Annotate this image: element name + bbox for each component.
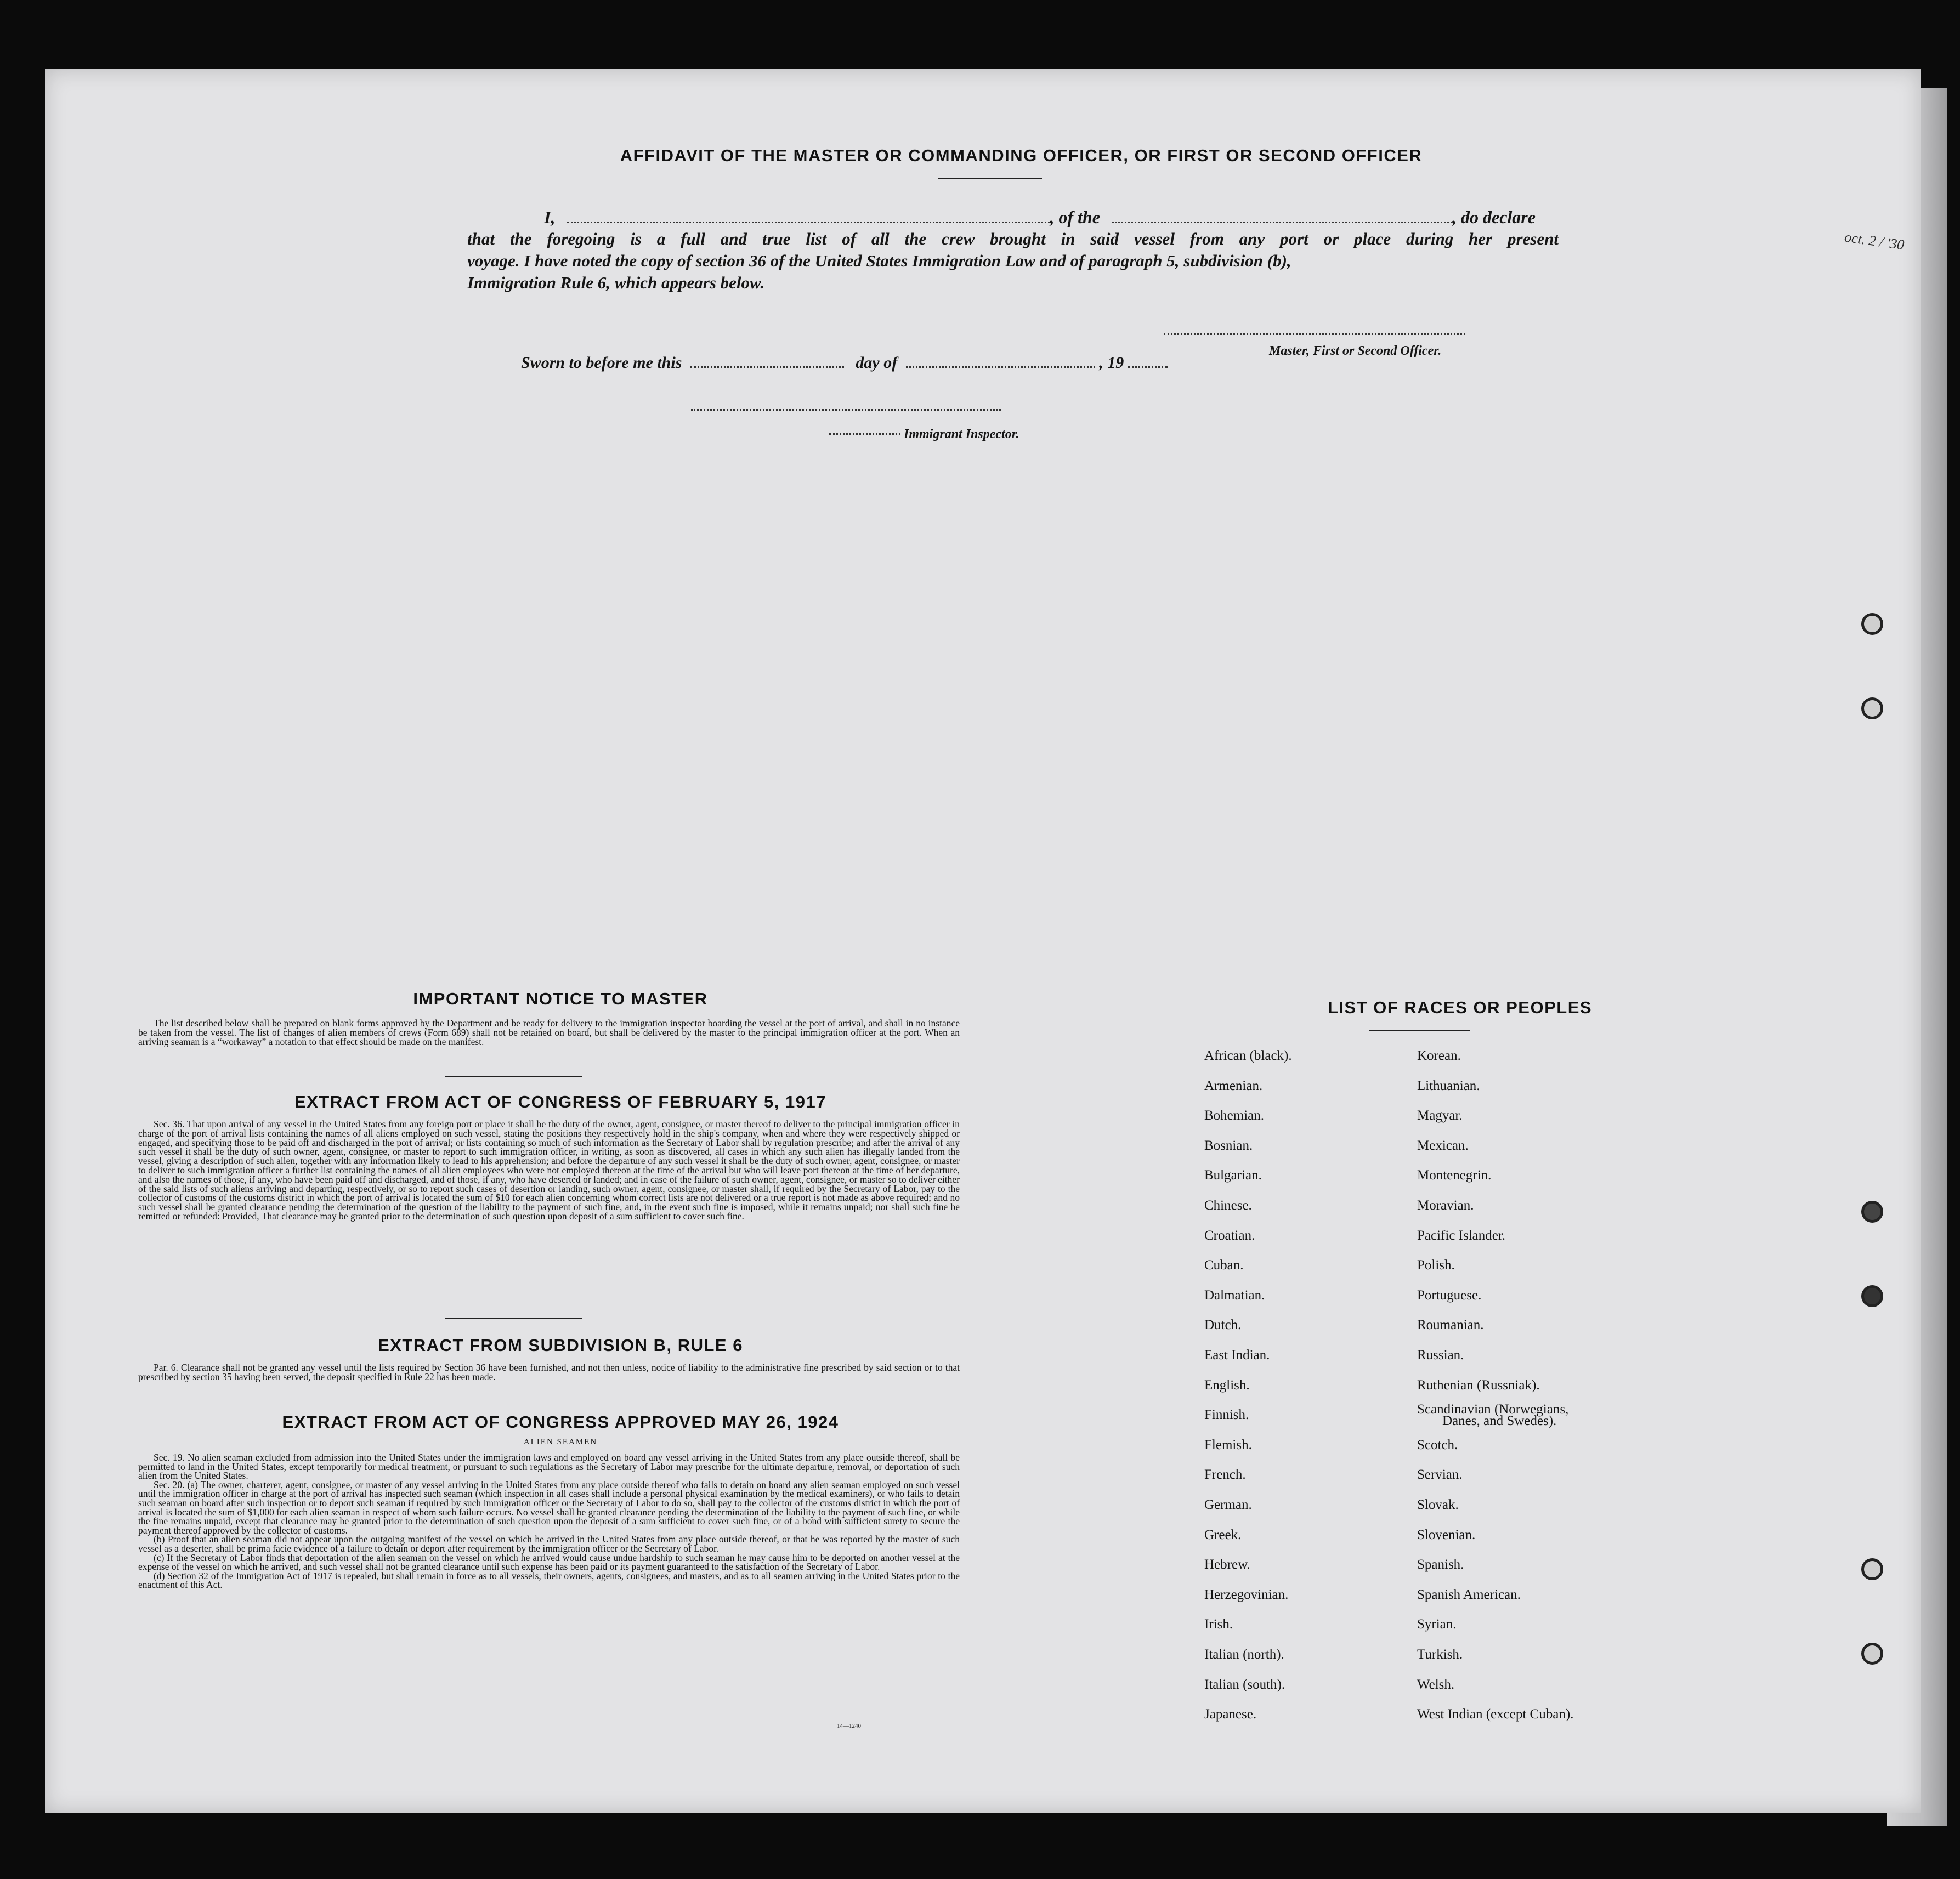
race-right-item: Polish. [1417,1258,1455,1273]
inspector-label: Immigrant Inspector. [904,427,1019,441]
punch-hole [1861,1285,1883,1307]
punch-hole [1861,1643,1883,1665]
race-right-item: Magyar. [1417,1108,1463,1123]
race-left-item: Italian (north). [1204,1647,1284,1662]
race-left-item: Greek. [1204,1527,1242,1542]
affidavit-line3: voyage. I have noted the copy of section 36 of the United States Immigration Law and of paragraph 5, subdivision (b), [467,251,1291,270]
race-right-item: Slovenian. [1417,1527,1476,1542]
extract-rule6-text: Par. 6. Clearance shall not be granted any vessel until the lists required by Section 36 have been furnished, and not then unless, notice of liability to the administrative fine prescribed by said section or to that prescribed by section 35 having been served, the deposit specified in Rule 22 has been made. [138,1362,960,1382]
affidavit-line2: that the foregoing is a full and true list of all the crew brought in said vessel from any port or place during her present [467,229,1559,248]
race-left-item: French. [1204,1467,1246,1483]
sworn-mid: day of [856,354,898,372]
race-left-item: Bulgarian. [1204,1168,1262,1183]
race-left-item: Cuban. [1204,1258,1244,1273]
race-left-item: East Indian. [1204,1348,1270,1363]
race-left-item: Irish. [1204,1617,1233,1632]
race-right-item: Syrian. [1417,1617,1457,1632]
punch-hole [1861,1201,1883,1223]
race-right-item: Korean. [1417,1048,1461,1063]
affidavit-statement [467,206,1559,294]
punch-hole [1861,613,1883,635]
race-left-item: Finnish. [1204,1407,1249,1423]
inspector-signature-field[interactable] [691,409,1001,411]
sworn-year-field[interactable] [1128,366,1168,368]
master-signature-field[interactable] [1164,333,1465,335]
sworn-prefix: Sworn to before me this [521,354,682,372]
race-left-item: Hebrew. [1204,1557,1250,1573]
race-right-item: Spanish American. [1417,1587,1521,1602]
margin-note-handwritten: oct. 2 / '30 [1843,229,1906,253]
race-left-item: Herzegovinian. [1204,1587,1289,1602]
race-right-item: Portuguese. [1417,1287,1482,1303]
race-left-item: Armenian. [1204,1078,1263,1093]
race-left-item: Dutch. [1204,1318,1242,1333]
master-signature-label: Master, First or Second Officer. [1269,344,1442,358]
race-right-item: Lithuanian. [1417,1078,1480,1093]
race-left-item: African (black). [1204,1048,1292,1063]
punch-hole [1861,1558,1883,1580]
race-left-item: Dalmatian. [1204,1287,1265,1303]
race-right-item: Slovak. [1417,1497,1459,1512]
vessel-name-field[interactable] [1112,222,1452,223]
race-right-item: Moravian. [1417,1198,1474,1213]
affidavit-line1-mid: , of the [1050,207,1100,227]
extract-1917-text: Sec. 36. That upon arrival of any vessel in the United States from any foreign port or place it shall be the duty of the owner, agent, consignee, or master thereof to deliver to the principal immigration officer in charge of the port of arrival lists containing the names of all aliens employed on such vessel, stating the positions they respectively hold in the ship's company, when and where they were respectively shipped or engaged, and specifying those to be paid off and discharged in the port of arrival; or lists containing so much of such information as the Secretary of Labor shall by regulation prescribe; and after the arrival of any such vessel it shall be the duty of such owner, agent, consignee, or master to report to such immigration officer, in writing, as soon as discovered, all cases in which any such alien has illegally landed from the vessel, giving a description of such alien, together with any information likely to lead to his apprehension; and before the departure of any such vessel it shall be the duty of such owner, agent, consignee, or master to deliver to such immigration officer a further list containing the names of all alien employees who were not employed thereon at the time of the arrival but who will leave port thereon at the time of her departure, and also the names of those, if any, who have been paid off and discharged, and of those, if any, who have deserted or landed; and in case of the failure of such owner, agent, consignee, or master so to deliver either of the said lists of such aliens arriving and departing, respectively, or so to report such cases of desertion or landing, such owner, agent, consignee, or master shall, if required by the Secretary of Labor, pay to the collector of customs of the customs district in which the port of arrival is located the sum of $10 for each alien concerning whom correct lists are not delivered or a true report is not made as above required; and no such vessel shall be granted clearance pending the determination of the question of the liability to the payment of such fine, and, in the event such fine is imposed, while it remains unpaid; nor shall such fine be remitted or refunded: Provided, That clearance may be granted prior to the determination of such question upon deposit of a sum sufficient to cover such fine. [138,1119,960,1222]
race-right-item: Mexican. [1417,1138,1469,1153]
sworn-suffix: , 19 [1099,354,1124,372]
race-right-item: Spanish. [1417,1557,1464,1573]
race-right-item: Servian. [1417,1467,1463,1483]
notice-title: IMPORTANT NOTICE TO MASTER [413,989,708,1008]
sworn-month-field[interactable] [906,366,1095,368]
race-left-item: Japanese. [1204,1707,1257,1722]
race-left-item: Flemish. [1204,1437,1252,1452]
extract-1917-rule [445,1318,582,1319]
race-right-continuation: Danes, and Swedes). [1442,1413,1557,1428]
race-right-item: Roumanian. [1417,1318,1484,1333]
extract-1924-text: Sec. 19. No alien seaman excluded from admission into the United States under the immigration laws and employed on board any vessel arriving in the United States from any place outside thereof, shall be permitted to land in the United States, except temporarily for medical treatment, or pursuant to such regulations as the Secretary of Labor may prescribe for the ultimate departure, removal, or deportation of such alien from the United States. Sec. 20. (a) The owner, charterer, agent, consignee, or master of any vessel arriving in the United States from any place outside thereof who fails to detain on board any alien seaman employed on such vessel until the immigration officer in charge at the port of arrival has inspected such seaman (which inspection in all cases shall include a personal physical examination by the medical examiners), or who fails to detain such seaman on board after such inspection or to deport such seaman if required by such immigration officer or the Secretary of Labor to do so, shall pay to the collector of the customs district in which the port of arrival is located the sum of $1,000 for each alien seaman in respect of whom such failure occurs. No vessel shall be granted clearance pending the determination of the liability to the payment of such fine, or while the fine remains unpaid, except that clearance may be granted prior to the determination of such question upon the deposit of a sum sufficient to cover such fine, or of a bond with sufficient surety to secure the payment thereof approved by the collector of customs. (b) Proof that an alien seaman did not appear upon the outgoing manifest of the vessel on which he arrived in the United States from any place outside thereof, or that he was reported by the master of such vessel as a deserter, shall be prima facie evidence of a failure to detain or deport after requirement by the immigration officer or the Secretary of Labor. (c) If the Secretary of Labor finds that deportation of the alien seaman on the vessel on which he arrived would cause undue hardship to such seaman he may cause him to be deported on another vessel at the expense of the vessel on which he arrived, and such vessel shall not be granted clearance until such expense has been paid or its payment guaranteed to the satisfaction of the Secretary of Labor. (d) Section 32 of the Immigration Act of 1917 is repealed, but shall remain in force as to all vessels, their owners, agents, consignees, and masters, and as to all seamen arriving in the United States prior to the enactment of this Act. [138,1452,960,1591]
affidavit-title-rule [938,178,1042,179]
extract-1917-title: EXTRACT FROM ACT OF CONGRESS OF FEBRUARY 5, 1917 [294,1092,826,1111]
affidavit-line4: Immigration Rule 6, which appears below. [467,273,765,292]
races-title: LIST OF RACES OR PEOPLES [1327,998,1593,1017]
races-title-rule [1369,1030,1470,1031]
race-right-item: Scotch. [1417,1437,1458,1452]
race-left-item: English. [1204,1377,1250,1393]
race-right-item: West Indian (except Cuban). [1417,1707,1574,1722]
race-left-item: Bosnian. [1204,1138,1253,1153]
race-right-item: Pacific Islander. [1417,1228,1506,1243]
extract-1924-subtitle: ALIEN SEAMEN [523,1438,598,1446]
race-left-item: Bohemian. [1204,1108,1265,1123]
form-number: 14—1240 [837,1723,861,1729]
form-page [45,69,1921,1813]
affidavit-line1-prefix: I, [544,207,556,227]
notice-rule [445,1076,582,1077]
race-left-item: German. [1204,1497,1252,1512]
race-right-item: Turkish. [1417,1647,1463,1662]
race-right-item: Russian. [1417,1348,1464,1363]
affidavit-line1-suffix: , do declare [1452,207,1536,227]
extract-rule6-title: EXTRACT FROM SUBDIVISION B, RULE 6 [378,1336,743,1355]
race-left-item: Italian (south). [1204,1677,1285,1692]
punch-hole [1861,697,1883,719]
race-right-item: Ruthenian (Russniak). [1417,1377,1540,1393]
officer-name-field[interactable] [567,222,1050,223]
race-right-item: Welsh. [1417,1677,1455,1692]
sworn-statement [521,352,1289,374]
notice-text: The list described below shall be prepared on blank forms approved by the Department and be ready for delivery to the immigration inspector boarding the vessel at the port of arrival, and shall in no instance be taken from the vessel. The list of changes of alien members of crews (Form 689) shall not be retained on board, but shall be delivered by the master to the principal immigration officer at the port. When an arriving seaman is a “workaway” a notation to that effect should be made on the manifest. [138,1018,960,1047]
race-left-item: Croatian. [1204,1228,1255,1243]
extract-1924-title: EXTRACT FROM ACT OF CONGRESS APPROVED MAY 26, 1924 [282,1412,839,1432]
sworn-day-field[interactable] [690,366,844,368]
race-right-item: Montenegrin. [1417,1168,1492,1183]
race-right-item: Scandinavian (Norwegians, [1417,1402,1569,1417]
affidavit-title: AFFIDAVIT OF THE MASTER OR COMMANDING OFFICER, OR FIRST OR SECOND OFFICER [620,146,1423,165]
race-left-item: Chinese. [1204,1198,1252,1213]
inspector-signature-lead [829,433,900,435]
